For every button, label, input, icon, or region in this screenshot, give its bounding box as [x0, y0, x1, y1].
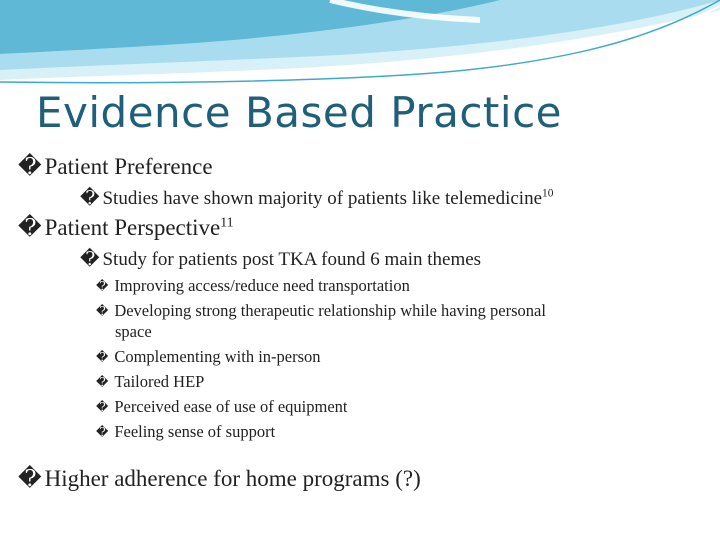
theme-text: space	[115, 322, 152, 341]
list-item-studies	[80, 187, 553, 210]
bullet-icon: �	[80, 188, 100, 209]
list-item-study-tka	[80, 248, 481, 271]
list-item-patient-preference	[18, 154, 213, 180]
theme-text: Complementing with in-person	[114, 347, 321, 366]
theme-item	[96, 301, 546, 321]
bullet-icon: �	[80, 249, 100, 270]
bullet-icon: �	[96, 350, 109, 364]
reference-number: 11	[220, 214, 234, 230]
bullet-icon: �	[18, 154, 42, 179]
bullet-icon: �	[96, 279, 109, 293]
bullet-icon: �	[18, 215, 42, 240]
reference-number: 10	[542, 187, 554, 200]
item-text: Patient Preference	[44, 154, 213, 179]
item-text: Study for patients post TKA found 6 main themes	[102, 249, 482, 270]
bullet-icon: �	[18, 466, 42, 491]
list-item-patient-perspective	[18, 215, 234, 241]
theme-text: Improving access/reduce need transportation	[114, 276, 410, 295]
item-text: Patient Perspective	[44, 215, 221, 240]
item-text: Higher adherence for home programs (?)	[44, 466, 421, 491]
theme-item-continuation	[96, 322, 152, 342]
item-text: Studies have shown majority of patients like telemedicine	[102, 188, 543, 209]
theme-item	[96, 422, 275, 442]
bullet-icon: �	[96, 304, 109, 318]
slide-title: Evidence Based Practice	[36, 88, 562, 137]
theme-item	[96, 347, 321, 367]
theme-text: Feeling sense of support	[114, 422, 276, 441]
list-item-adherence	[18, 466, 421, 492]
theme-text: Tailored HEP	[114, 372, 205, 391]
theme-text: Developing strong therapeutic relationship while having personal	[114, 301, 546, 320]
theme-text: Perceived ease of use of equipment	[114, 397, 348, 416]
bullet-icon: �	[96, 400, 109, 414]
theme-item	[96, 276, 410, 296]
header-wave-decoration	[0, 0, 720, 90]
bullet-icon: �	[96, 375, 109, 389]
bullet-icon: �	[96, 425, 109, 439]
theme-item	[96, 397, 348, 417]
theme-item	[96, 372, 204, 392]
